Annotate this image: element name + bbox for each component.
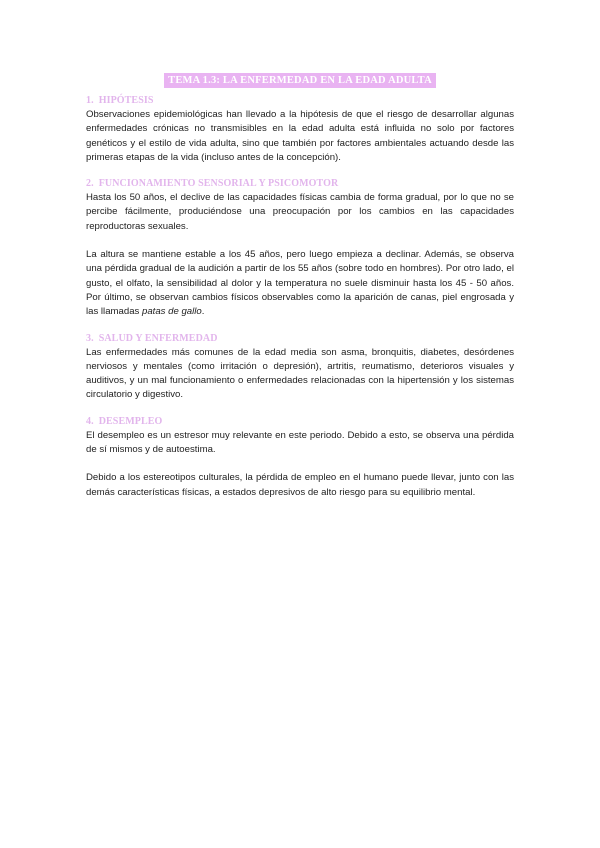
section-desempleo: [86, 415, 514, 500]
section-number: 4.: [86, 415, 94, 427]
section-heading: [86, 415, 514, 428]
section-title: DESEMPLEO: [98, 415, 163, 427]
paragraph: Debido a los estereotipos culturales, la pérdida de empleo en el humano puede llevar, junto con las demás características físicas, a estados depresivos de alto riesgo para su equilibrio mental.: [86, 472, 514, 498]
section-hipotesis: [86, 94, 514, 165]
italic-term: patas de gallo: [142, 306, 202, 318]
paragraph-text: La altura se mantiene estable a los 45 años, pero luego empieza a declinar. Además, se observa una pérdida gradual de la audición a partir de los 55 años (sobre todo en hombres). Por otro lado, el gusto, el olfato, la sensibilidad al dolor y la temperatura no suele disminuir hasta los 45 - 50 años. Por último, se observan cambios físicos observables como la aparición de canas, piel engrosada y las llamadas: [86, 249, 514, 318]
paragraph: El desempleo es un estresor muy relevante en este periodo. Debido a esto, se observa una pérdida de sí mismos y de autoestima.: [86, 429, 514, 456]
paragraph: Hasta los 50 años, el declive de las capacidades físicas cambia de forma gradual, por lo que no se percibe fácilmente, produciéndose una preocupación por los cambios en las capacidades reproductoras sexuales.: [86, 192, 514, 232]
section-heading: [86, 177, 514, 190]
title-wrapper: [86, 70, 514, 88]
section-heading: [86, 94, 514, 107]
paragraph: Las enfermedades más comunes de la edad media son asma, bronquitis, diabetes, desórdenes nerviosos y mentales (como irritación o depresión), artritis, reumatismo, deterioros visuales y auditivos, y un mal funcionamiento o enfermedades relacionadas con la hipertensión y los sistemas circulatorio y digestivo.: [86, 346, 514, 401]
section-funcionamiento: [86, 177, 514, 319]
paragraph-with-italic: [86, 248, 514, 319]
section-title: SALUD Y ENFERMEDAD: [98, 332, 218, 344]
section-title: FUNCIONAMIENTO SENSORIAL Y PSICOMOTOR: [98, 178, 339, 190]
document-page: [86, 70, 514, 500]
section-number: 1.: [86, 95, 94, 106]
end-punctuation: .: [201, 306, 205, 318]
paragraph: Observaciones epidemiológicas han llevado a la hipótesis de que el riesgo de desarrollar algunas enfermedades crónicas no transmisibles en la edad adulta está influida no solo por factores genéticos y el estilo de vida adulta, sino que también por factores ambientales actuando desde las primeras etapas de la vida (incluso antes de la concepción).: [86, 109, 514, 163]
section-heading: [86, 332, 514, 345]
section-number: 3.: [86, 332, 94, 344]
section-title: HIPÓTESIS: [98, 95, 154, 106]
document-title: TEMA 1.3: LA ENFERMEDAD EN LA EDAD ADULTA: [164, 73, 436, 88]
section-salud: [86, 332, 514, 403]
section-number: 2.: [86, 178, 94, 190]
